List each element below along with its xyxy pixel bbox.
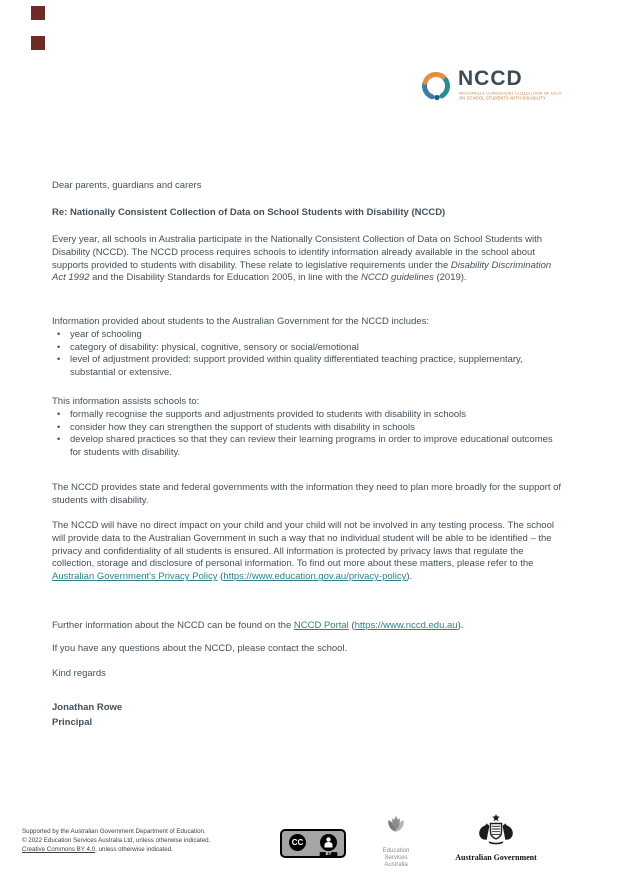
signature-block <box>52 701 564 730</box>
governments-paragraph: The NCCD provides state and federal governments with the information they need to plan more broadly for the support of students with disability. <box>52 482 562 506</box>
closing: Kind regards <box>52 668 106 679</box>
includes-list-intro: Information provided about students to the Australian Government for the NCCD includes: <box>52 316 430 327</box>
subject-line: Re: Nationally Consistent Collection of Data on School Students with Disability (NCCD) <box>52 207 446 218</box>
nccd-url-link[interactable]: https://www.nccd.edu.au <box>354 620 458 631</box>
signature-name: Jonathan Rowe <box>52 702 123 713</box>
esa-petals-icon <box>384 816 408 842</box>
italic-guidelines: NCCD guidelines <box>360 272 434 284</box>
nccd-portal-link[interactable]: NCCD Portal <box>293 620 349 631</box>
esa-label: Education Services Australia <box>382 848 410 868</box>
list-item: • consider how they can strengthen the support of students with disability in schools <box>52 422 564 435</box>
assists-list-intro: This information assists schools to: <box>52 396 200 407</box>
list-item: • category of disability: physical, cognitive, sensory or social/emotional <box>52 342 564 355</box>
list-item: • formally recognise the supports and adjustments provided to students with disability in schools <box>52 409 564 422</box>
nccd-logo <box>419 67 569 109</box>
footer-line-copyright: © 2022 Education Services Australia Ltd, unless otherwise indicated. <box>22 836 211 844</box>
includes-list <box>52 329 564 380</box>
assists-list-block <box>52 396 564 460</box>
questions-paragraph: If you have any questions about the NCCD, please contact the school. <box>52 643 348 654</box>
nccd-tagline: NATIONALLY CONSISTENT COLLECTION OF DATA ON SCHOOL STUDENTS WITH DISABILITY <box>459 92 562 101</box>
creative-commons-link[interactable]: Creative Commons BY 4.0 <box>22 845 96 853</box>
education-services-australia-logo <box>366 816 426 869</box>
assists-list <box>52 409 564 460</box>
coat-of-arms-icon <box>474 814 518 846</box>
redaction-mark <box>31 36 45 50</box>
footer-line-license: Creative Commons BY 4.0, unless otherwise indicated. <box>22 845 173 853</box>
intro-paragraph: Every year, all schools in Australia participate in the Nationally Consistent Collection of Data on School Students with Disability (NCCD). The NCCD process requires schools to identify information already available in the school about supports provided to students with disability. These relate to legislative requirements under the Disability Discrimination Act 1992 and the Disability Standards for Education 2005, in line with the NCCD guidelines (2019). <box>52 234 552 284</box>
nccd-ring-icon <box>419 69 453 103</box>
list-item: • year of schooling <box>52 329 564 342</box>
redaction-mark <box>31 6 45 20</box>
footer-line-supported: Supported by the Australian Government Department of Education. <box>22 828 206 835</box>
creative-commons-badge <box>280 829 346 858</box>
includes-list-block <box>52 316 564 380</box>
salutation: Dear parents, guardians and carers <box>52 180 202 191</box>
signature-title: Principal <box>52 716 93 728</box>
cc-person-icon <box>320 834 337 851</box>
cc-icon: CC <box>289 834 306 851</box>
privacy-policy-link[interactable]: Australian Government's Privacy Policy <box>52 571 218 583</box>
australian-government-label: Australian Government <box>455 853 537 862</box>
list-item: • level of adjustment provided: support provided within quality differentiated teaching practice, supplementary, substantial or extensive. <box>52 354 564 380</box>
italic-act-title: Disability Discrimination Act 1992 <box>52 259 552 284</box>
footer-attribution <box>22 828 274 854</box>
privacy-paragraph: The NCCD will have no direct impact on your child and your child will not be involved in any testing process. The school will provide data to the Australian Government in such a way that no individual student will be able to be identified – the privacy and confidentiality of all students is ensured. All information is protected by privacy laws that regulate the collection, storage and disclosure of personal information. To find out more about these matters, please refer to the Australian Government's Privacy Policy (https://www.education.gov.au/privacy-policy). <box>52 520 554 583</box>
cc-by-label: BY <box>320 852 338 857</box>
nccd-wordmark: NCCD <box>458 67 523 90</box>
list-item: • develop shared practices so that they can review their learning programs in order to improve educational outcomes for students with disability. <box>52 434 564 460</box>
further-info-paragraph: Further information about the NCCD can be found on the NCCD Portal (https://www.nccd.edu.au). <box>52 620 464 631</box>
australian-government-logo <box>446 814 546 862</box>
privacy-policy-url-link[interactable]: https://www.education.gov.au/privacy-policy <box>223 571 407 583</box>
